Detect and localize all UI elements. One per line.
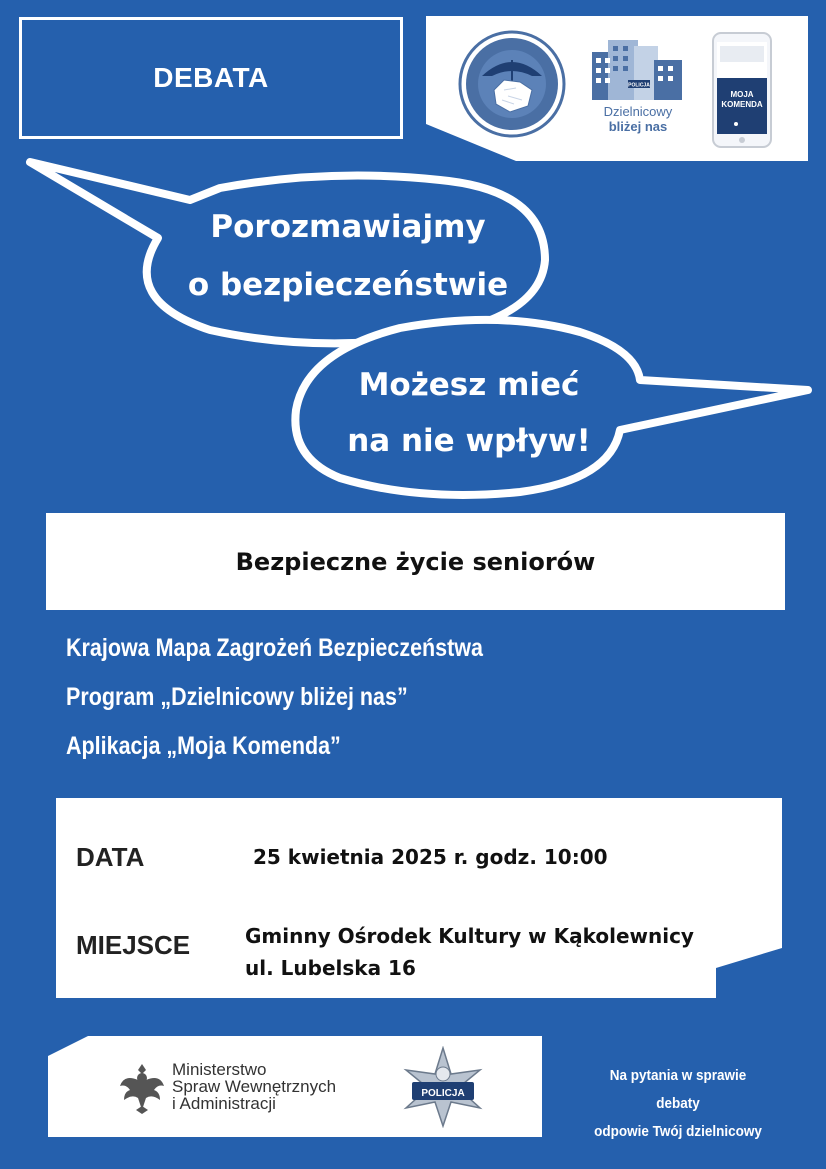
contact-line2: odpowie Twój dzielnicowy: [594, 1123, 762, 1140]
program-item: Krajowa Mapa Zagrożeń Bezpieczeństwa: [66, 634, 483, 662]
place-value-line2: ul. Lubelska 16: [245, 956, 416, 980]
date-value: 25 kwietnia 2025 r. godz. 10:00: [253, 845, 608, 869]
date-label: DATA: [76, 842, 145, 872]
ministry-name: [172, 1061, 336, 1112]
bubble-1-text: [168, 198, 528, 314]
programs-list: [66, 624, 483, 771]
event-details-box: [56, 798, 782, 998]
bubble-1-line2: o bezpieczeństwie: [187, 267, 509, 303]
moja-komenda-line2: KOMENDA: [721, 100, 763, 109]
dzielnicowy-sign: POLICJA: [628, 82, 650, 89]
program-item: Program „Dzielnicowy bliżej nas”: [66, 683, 408, 711]
polish-eagle-icon: [118, 1060, 166, 1116]
police-badge-text: POLICJA: [421, 1088, 465, 1099]
dzielnicowy-logo-line1: Dzielnicowy: [603, 104, 673, 119]
ministry-line2: Spraw Wewnętrznych: [172, 1077, 337, 1096]
place-label: MIEJSCE: [76, 930, 191, 960]
moja-komenda-line1: MOJA: [730, 90, 754, 99]
contact-note: [588, 1062, 768, 1146]
ministry-line3: i Administracji: [172, 1094, 276, 1113]
program-item: Aplikacja „Moja Komenda”: [66, 732, 341, 760]
ministry-line1: Ministerstwo: [172, 1060, 267, 1079]
bubble-2-line2: na nie wpływ!: [347, 423, 591, 459]
place-value-line1: Gminny Ośrodek Kultury w Kąkolewnicy: [245, 924, 694, 948]
bubble-1-line1: Porozmawiajmy: [210, 209, 486, 245]
topic-title: Bezpieczne życie seniorów: [235, 547, 596, 576]
topic-box: [46, 513, 785, 610]
contact-line1: Na pytania w sprawie debaty: [609, 1067, 747, 1112]
debate-title: DEBATA: [153, 62, 269, 93]
police-star-icon: [400, 1046, 486, 1128]
bubble-2-line1: Możesz mieć: [358, 367, 580, 403]
dzielnicowy-logo-line2: bliżej nas: [608, 119, 668, 134]
bubble-2-text: [316, 357, 622, 469]
